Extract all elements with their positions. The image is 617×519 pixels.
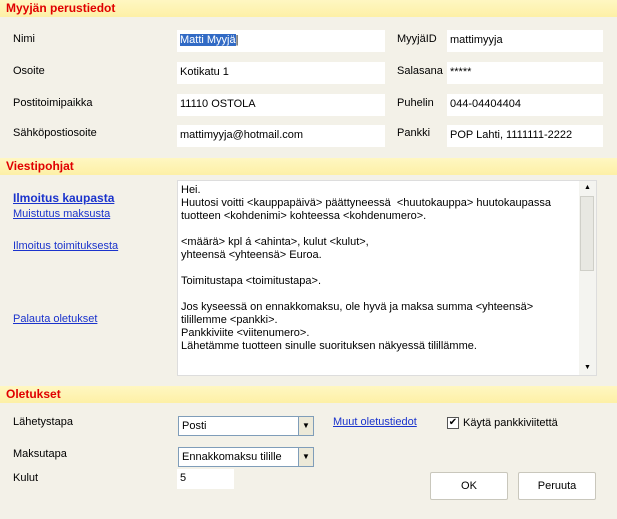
scroll-down-icon[interactable]: ▼: [584, 364, 591, 371]
bank-field[interactable]: POP Lahti, 1111111-2222: [447, 125, 603, 147]
message-template-textarea[interactable]: [177, 180, 597, 376]
name-label: Nimi: [13, 33, 35, 45]
payment-select[interactable]: [178, 447, 314, 467]
scroll-up-icon[interactable]: ▲: [584, 184, 591, 191]
chevron-down-icon[interactable]: ▼: [298, 417, 313, 435]
postal-label: Postitoimipaikka: [13, 97, 93, 109]
use-reference-checkbox[interactable]: [447, 417, 459, 429]
payment-label: Maksutapa: [13, 448, 67, 460]
link-payment-reminder[interactable]: Muistutus maksusta: [13, 208, 111, 220]
shipping-value: Posti: [182, 420, 207, 432]
address-label: Osoite: [13, 65, 45, 77]
message-template-text[interactable]: Hei. Huutosi voitti <kauppapäivä> päättyneessä <huutokauppa> huutokaupassa tuotteen <kohdenimi> kohteessa <kohdenumero>. <määrä> kpl á <ahinta>, kulut <kulut>, yhteensä <yhteensä> Euroa. Toimitustapa <toimitustapa>. Jos kyseessä on ennakkomaksu, ole hyvä ja maksa summa <yhteensä> tilillemme <pankki>. Pankkiviite <viitenumero>. Lähetämme tuotteen sinulle suorituksen näkyessä tilillämme.: [181, 184, 551, 352]
password-field[interactable]: *****: [447, 62, 603, 84]
seller-id-field[interactable]: mattimyyja: [447, 30, 603, 52]
postal-field[interactable]: 11110 OSTOLA: [177, 94, 385, 116]
use-reference-label: Käytä pankkiviitettä: [463, 417, 558, 429]
link-restore-defaults[interactable]: Palauta oletukset: [13, 313, 98, 325]
password-label: Salasana: [397, 65, 443, 77]
defaults-section-header: Oletukset: [0, 386, 617, 403]
cancel-button[interactable]: Peruuta: [518, 472, 596, 500]
more-defaults-link[interactable]: Muut oletustiedot: [333, 416, 417, 428]
bank-label: Pankki: [397, 127, 431, 139]
seller-section-header: Myyjän perustiedot: [0, 0, 617, 17]
costs-field[interactable]: 5: [177, 469, 234, 489]
shipping-label: Lähetystapa: [13, 416, 73, 428]
costs-label: Kulut: [13, 472, 39, 484]
name-value: Matti Myyjä: [180, 34, 236, 46]
ok-button[interactable]: OK: [430, 472, 508, 500]
checkmark-icon: ✔: [448, 417, 458, 428]
link-announce-purchase[interactable]: Ilmoitus kaupasta: [13, 191, 115, 205]
email-label: Sähköpostiosoite: [13, 127, 97, 139]
address-field[interactable]: Kotikatu 1: [177, 62, 385, 84]
phone-label: Puhelin: [397, 97, 434, 109]
templates-section-header: Viestipohjat: [0, 158, 617, 175]
message-scrollbar[interactable]: [579, 181, 596, 375]
email-field[interactable]: mattimyyja@hotmail.com: [177, 125, 385, 147]
shipping-select[interactable]: [178, 416, 314, 436]
seller-id-label: MyyjäID: [397, 33, 437, 45]
link-delivery-notice[interactable]: Ilmoitus toimituksesta: [13, 240, 119, 252]
phone-field[interactable]: 044-04404404: [447, 94, 603, 116]
chevron-down-icon[interactable]: ▼: [298, 448, 313, 466]
payment-value: Ennakkomaksu tilille: [182, 451, 282, 463]
name-field[interactable]: Matti Myyjä|: [177, 30, 385, 52]
scroll-thumb[interactable]: [580, 196, 594, 271]
